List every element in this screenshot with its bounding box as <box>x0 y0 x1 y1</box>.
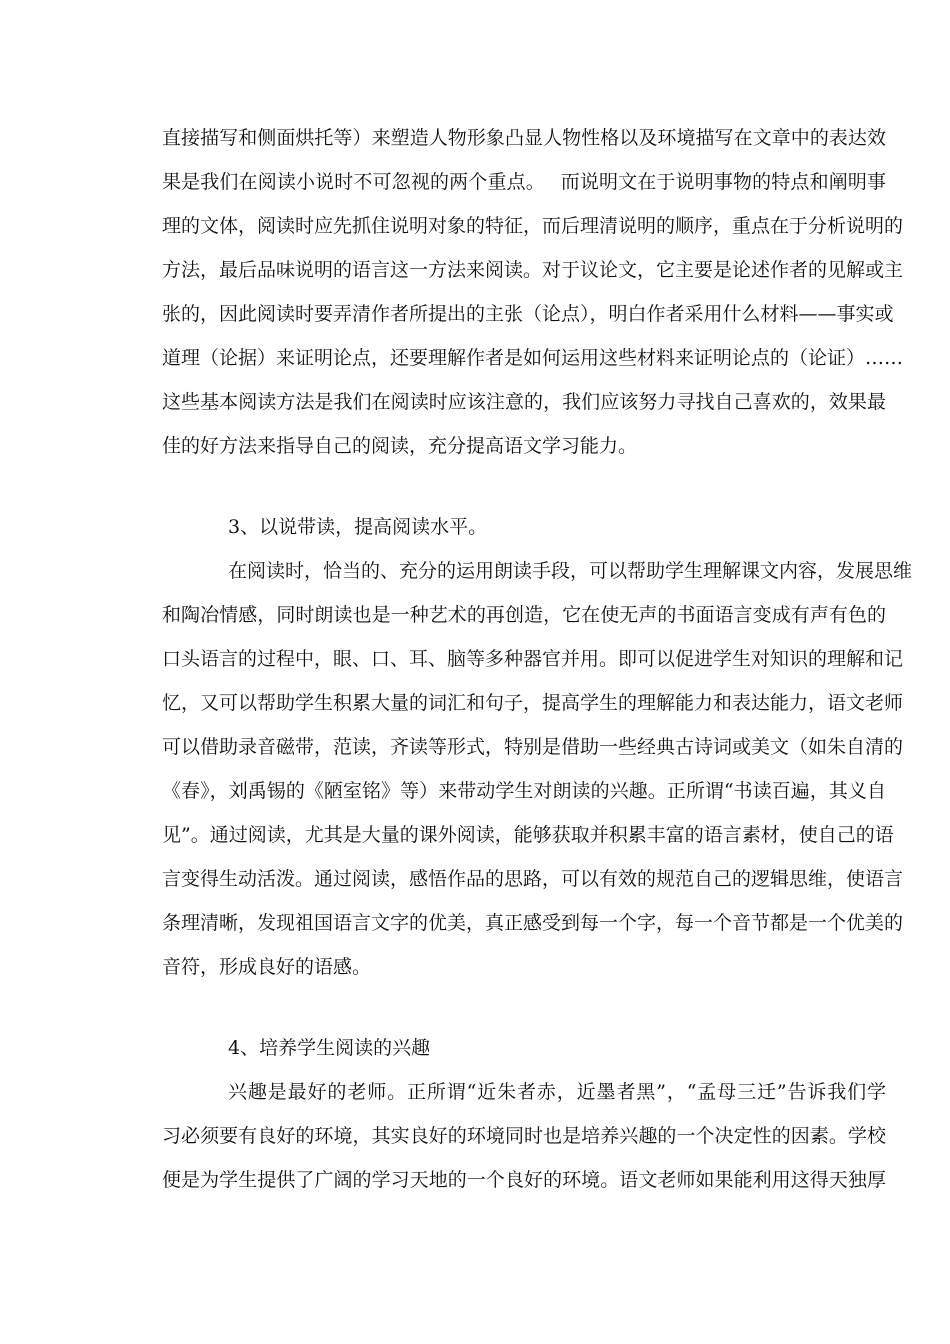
paragraph-line: 条理清晰，发现祖国语言文字的优美，真正感受到每一个字，每一个音节都是一个优美的 <box>162 912 904 934</box>
paragraph-line: 方法，最后品味说明的语言这一方法来阅读。对于议论文，它主要是论述作者的见解或主 <box>162 259 904 281</box>
paragraph-line: 兴趣是最好的老师。正所谓“近朱者赤，近墨者黑”，“孟母三迁”告诉我们学 <box>228 1081 886 1103</box>
paragraph-line: 道理（论据）来证明论点，还要理解作者是如何运用这些材料来证明论点的（论证）…… <box>162 347 904 369</box>
paragraph-line: 理的文体，阅读时应先抓住说明对象的特征，而后理清说明的顺序，重点在于分析说明的 <box>162 215 904 237</box>
paragraph-line: 和陶冶情感，同时朗读也是一种艺术的再创造，它在使无声的书面语言变成有声有色的 <box>162 604 886 626</box>
paragraph-line: 言变得生动活泼。通过阅读，感悟作品的思路，可以有效的规范自己的逻辑思维，使语言 <box>162 868 904 890</box>
paragraph-line: 果是我们在阅读小说时不可忽视的两个重点。 而说明文在于说明事物的特点和阐明事 <box>162 171 886 193</box>
paragraph-line: 见”。通过阅读，尤其是大量的课外阅读，能够获取并积累丰富的语言素材，使自己的语 <box>162 824 894 846</box>
paragraph-line: 张的，因此阅读时要弄清作者所提出的主张（论点），明白作者采用什么材料——事实或 <box>162 303 894 325</box>
paragraph-line: 在阅读时，恰当的、充分的运用朗读手段，可以帮助学生理解课文内容，发展思维 <box>228 560 913 582</box>
paragraph-line: 便是为学生提供了广阔的学习天地的一个良好的环境。语文老师如果能利用这得天独厚 <box>162 1169 886 1191</box>
paragraph-line: 习必须要有良好的环境，其实良好的环境同时也是培养兴趣的一个决定性的因素。学校 <box>162 1125 886 1147</box>
paragraph-line: 可以借助录音磁带，范读，齐读等形式，特别是借助一些经典古诗词或美文（如朱自清的 <box>162 736 904 758</box>
paragraph-line: 口头语言的过程中，眼、口、耳、脑等多种器官并用。即可以促进学生对知识的理解和记 <box>162 648 904 670</box>
section-heading: 4、培养学生阅读的兴趣 <box>228 1037 431 1059</box>
section-heading: 3、以说带读，提高阅读水平。 <box>228 516 488 538</box>
paragraph-line: 《春》，刘禹锡的《陋室铭》等）来带动学生对朗读的兴趣。正所谓“书读百遍，其义自 <box>162 780 886 802</box>
paragraph-line: 这些基本阅读方法是我们在阅读时应该注意的，我们应该努力寻找自己喜欢的，效果最 <box>162 391 886 413</box>
paragraph-line: 音符，形成良好的语感。 <box>162 956 372 978</box>
paragraph-line: 忆，又可以帮助学生积累大量的词汇和句子，提高学生的理解能力和表达能力，语文老师 <box>162 692 904 714</box>
paragraph-line: 佳的好方法来指导自己的阅读，充分提高语文学习能力。 <box>162 435 638 457</box>
paragraph-line: 直接描写和侧面烘托等）来塑造人物形象凸显人物性格以及环境描写在文章中的表达效 <box>162 127 886 149</box>
